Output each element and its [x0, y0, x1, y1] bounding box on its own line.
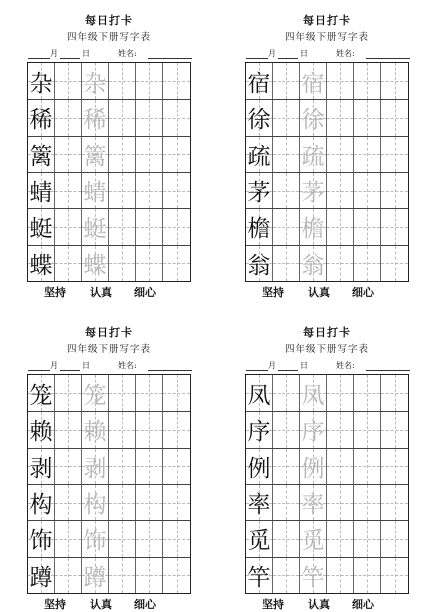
day-blank[interactable] — [60, 58, 80, 59]
name-blank[interactable] — [366, 370, 410, 371]
writing-cell[interactable] — [82, 63, 109, 99]
writing-cell[interactable] — [300, 63, 327, 99]
writing-cell[interactable] — [163, 246, 190, 281]
month-label: 月 — [50, 49, 58, 58]
writing-cell[interactable] — [109, 137, 136, 172]
date-name-line — [20, 360, 198, 372]
writing-cell[interactable] — [273, 63, 300, 99]
trace-character: 翁 — [301, 252, 325, 279]
writing-cell[interactable] — [246, 375, 273, 411]
model-character: 竿 — [247, 564, 271, 591]
trace-character: 剥 — [83, 455, 107, 482]
month-label: 月 — [50, 361, 58, 370]
grid-row — [28, 208, 190, 244]
trace-character: 凤 — [301, 382, 325, 409]
model-character: 杂 — [29, 70, 53, 97]
writing-cell[interactable] — [300, 100, 327, 135]
card-title: 每日打卡 — [303, 14, 351, 27]
writing-cell[interactable] — [381, 521, 408, 556]
writing-cell[interactable] — [28, 209, 55, 244]
writing-cell[interactable] — [354, 63, 381, 99]
grid-row — [28, 375, 190, 411]
month-blank[interactable] — [246, 58, 268, 59]
day-blank[interactable] — [278, 58, 298, 59]
writing-cell[interactable] — [273, 137, 300, 172]
model-character: 蜓 — [29, 216, 53, 243]
card-title: 每日打卡 — [85, 326, 133, 339]
model-character: 疏 — [247, 143, 271, 170]
model-character: 翁 — [247, 252, 271, 279]
practice-card — [238, 12, 416, 299]
writing-cell[interactable] — [82, 485, 109, 520]
grid-row — [246, 375, 408, 411]
motto-word: 坚持 — [262, 598, 284, 611]
grid-row — [28, 557, 190, 593]
model-character: 蝶 — [29, 252, 53, 279]
name-blank[interactable] — [148, 370, 192, 371]
writing-cell[interactable] — [82, 375, 109, 411]
writing-cell[interactable] — [354, 246, 381, 281]
trace-character: 构 — [83, 492, 107, 519]
trace-character: 率 — [301, 492, 325, 519]
model-character: 篱 — [29, 143, 53, 170]
motto-word: 认真 — [308, 598, 330, 611]
grid-row — [28, 520, 190, 556]
writing-cell[interactable] — [273, 375, 300, 411]
writing-cell[interactable] — [273, 209, 300, 244]
model-character: 茅 — [247, 180, 271, 207]
trace-character: 杂 — [83, 70, 107, 97]
writing-cell[interactable] — [381, 246, 408, 281]
practice-card — [20, 324, 198, 611]
writing-cell[interactable] — [109, 100, 136, 135]
writing-cell[interactable] — [163, 558, 190, 593]
writing-cell[interactable] — [55, 521, 82, 556]
writing-cell[interactable] — [82, 558, 109, 593]
model-character: 序 — [247, 419, 271, 446]
month-blank[interactable] — [28, 370, 50, 371]
writing-cell[interactable] — [246, 173, 273, 208]
date-name-line — [238, 48, 416, 60]
trace-character: 例 — [301, 455, 325, 482]
grid-row — [246, 411, 408, 447]
grid-row — [246, 520, 408, 556]
model-character: 构 — [29, 492, 53, 519]
writing-cell[interactable] — [163, 173, 190, 208]
writing-cell[interactable] — [300, 485, 327, 520]
writing-cell[interactable] — [55, 246, 82, 281]
writing-cell[interactable] — [246, 485, 273, 520]
writing-cell[interactable] — [327, 209, 354, 244]
name-label: 姓名: — [336, 361, 355, 370]
trace-character: 蝶 — [83, 252, 107, 279]
motto-word: 细心 — [352, 598, 374, 611]
writing-cell[interactable] — [381, 100, 408, 135]
grid-row — [246, 208, 408, 244]
writing-cell[interactable] — [163, 485, 190, 520]
grid-row — [28, 136, 190, 172]
writing-cell[interactable] — [136, 449, 163, 484]
writing-cell[interactable] — [327, 246, 354, 281]
writing-cell[interactable] — [28, 246, 55, 281]
motto-word: 细心 — [134, 598, 156, 611]
writing-cell[interactable] — [163, 137, 190, 172]
writing-cell[interactable] — [327, 173, 354, 208]
writing-cell[interactable] — [55, 100, 82, 135]
model-character: 檐 — [247, 216, 271, 243]
writing-cell[interactable] — [327, 449, 354, 484]
writing-cell[interactable] — [381, 485, 408, 520]
practice-card — [238, 324, 416, 611]
grid-row — [28, 63, 190, 99]
writing-cell[interactable] — [163, 63, 190, 99]
writing-cell[interactable] — [82, 246, 109, 281]
writing-cell[interactable] — [28, 63, 55, 99]
writing-cell[interactable] — [82, 209, 109, 244]
writing-cell[interactable] — [55, 63, 82, 99]
model-character: 稀 — [29, 107, 53, 134]
day-blank[interactable] — [60, 370, 80, 371]
writing-cell[interactable] — [300, 137, 327, 172]
writing-cell[interactable] — [136, 558, 163, 593]
trace-character: 蜓 — [83, 216, 107, 243]
writing-cell[interactable] — [28, 412, 55, 447]
model-character: 饰 — [29, 528, 53, 555]
writing-cell[interactable] — [300, 558, 327, 593]
trace-character: 疏 — [301, 143, 325, 170]
writing-cell[interactable] — [273, 485, 300, 520]
writing-cell[interactable] — [381, 209, 408, 244]
writing-cell[interactable] — [136, 375, 163, 411]
writing-cell[interactable] — [327, 137, 354, 172]
tian-grid — [27, 62, 191, 282]
writing-cell[interactable] — [55, 209, 82, 244]
writing-cell[interactable] — [327, 558, 354, 593]
date-name-line — [238, 360, 416, 372]
name-blank[interactable] — [148, 58, 192, 59]
writing-cell[interactable] — [354, 173, 381, 208]
trace-character: 饰 — [83, 528, 107, 555]
writing-cell[interactable] — [300, 521, 327, 556]
writing-cell[interactable] — [136, 521, 163, 556]
writing-cell[interactable] — [136, 137, 163, 172]
writing-cell[interactable] — [109, 209, 136, 244]
model-character: 例 — [247, 455, 271, 482]
writing-cell[interactable] — [55, 375, 82, 411]
practice-card — [20, 12, 198, 299]
writing-cell[interactable] — [109, 521, 136, 556]
day-label: 日 — [82, 49, 90, 58]
name-label: 姓名: — [118, 361, 137, 370]
writing-cell[interactable] — [273, 100, 300, 135]
writing-cell[interactable] — [55, 173, 82, 208]
day-blank[interactable] — [278, 370, 298, 371]
writing-cell[interactable] — [381, 412, 408, 447]
writing-cell[interactable] — [28, 375, 55, 411]
month-label: 月 — [268, 49, 276, 58]
writing-cell[interactable] — [246, 209, 273, 244]
trace-character: 竿 — [301, 564, 325, 591]
card-title: 每日打卡 — [303, 326, 351, 339]
writing-cell[interactable] — [354, 375, 381, 411]
writing-cell[interactable] — [327, 100, 354, 135]
writing-cell[interactable] — [109, 485, 136, 520]
grid-row — [28, 411, 190, 447]
grid-row — [246, 245, 408, 281]
name-label: 姓名: — [118, 49, 137, 58]
trace-character: 序 — [301, 419, 325, 446]
trace-character: 笼 — [83, 382, 107, 409]
writing-cell[interactable] — [82, 521, 109, 556]
writing-cell[interactable] — [109, 375, 136, 411]
grid-row — [28, 448, 190, 484]
writing-cell[interactable] — [246, 246, 273, 281]
writing-cell[interactable] — [354, 449, 381, 484]
writing-cell[interactable] — [55, 449, 82, 484]
writing-cell[interactable] — [163, 449, 190, 484]
name-label: 姓名: — [336, 49, 355, 58]
grid-row — [246, 63, 408, 99]
writing-cell[interactable] — [327, 485, 354, 520]
writing-cell[interactable] — [273, 558, 300, 593]
trace-character: 蹲 — [83, 564, 107, 591]
grid-row — [246, 99, 408, 135]
trace-character: 稀 — [83, 107, 107, 134]
writing-cell[interactable] — [28, 137, 55, 172]
writing-cell[interactable] — [136, 63, 163, 99]
writing-cell[interactable] — [381, 558, 408, 593]
writing-cell[interactable] — [354, 485, 381, 520]
motto-word: 坚持 — [44, 598, 66, 611]
model-character: 剥 — [29, 455, 53, 482]
trace-character: 赖 — [83, 419, 107, 446]
model-character: 徐 — [247, 107, 271, 134]
writing-cell[interactable] — [246, 558, 273, 593]
grid-row — [246, 484, 408, 520]
writing-cell[interactable] — [327, 521, 354, 556]
model-character: 凤 — [247, 382, 271, 409]
writing-cell[interactable] — [55, 412, 82, 447]
writing-cell[interactable] — [55, 485, 82, 520]
writing-cell[interactable] — [273, 521, 300, 556]
writing-cell[interactable] — [109, 173, 136, 208]
tian-grid — [245, 62, 409, 282]
name-blank[interactable] — [366, 58, 410, 59]
writing-cell[interactable] — [327, 375, 354, 411]
writing-cell[interactable] — [55, 558, 82, 593]
writing-cell[interactable] — [246, 449, 273, 484]
writing-cell[interactable] — [354, 137, 381, 172]
writing-cell[interactable] — [246, 521, 273, 556]
writing-cell[interactable] — [109, 558, 136, 593]
day-label: 日 — [300, 361, 308, 370]
writing-cell[interactable] — [136, 485, 163, 520]
motto-word: 认真 — [308, 286, 330, 299]
model-character: 觅 — [247, 528, 271, 555]
writing-cell[interactable] — [246, 63, 273, 99]
day-label: 日 — [300, 49, 308, 58]
grid-row — [28, 172, 190, 208]
writing-cell[interactable] — [381, 137, 408, 172]
writing-cell[interactable] — [136, 100, 163, 135]
writing-cell[interactable] — [354, 100, 381, 135]
grid-row — [246, 448, 408, 484]
writing-cell[interactable] — [163, 521, 190, 556]
motto-word: 坚持 — [262, 286, 284, 299]
writing-cell[interactable] — [327, 412, 354, 447]
writing-cell[interactable] — [82, 137, 109, 172]
motto-footer — [20, 596, 198, 610]
writing-cell[interactable] — [163, 100, 190, 135]
writing-cell[interactable] — [354, 558, 381, 593]
writing-cell[interactable] — [300, 246, 327, 281]
writing-cell[interactable] — [109, 412, 136, 447]
writing-cell[interactable] — [82, 449, 109, 484]
tian-grid — [27, 374, 191, 594]
writing-cell[interactable] — [300, 375, 327, 411]
model-character: 笼 — [29, 382, 53, 409]
motto-word: 认真 — [90, 598, 112, 611]
writing-cell[interactable] — [246, 412, 273, 447]
month-blank[interactable] — [28, 58, 50, 59]
writing-cell[interactable] — [273, 449, 300, 484]
writing-cell[interactable] — [300, 449, 327, 484]
grid-row — [246, 557, 408, 593]
writing-cell[interactable] — [28, 449, 55, 484]
model-character: 率 — [247, 492, 271, 519]
writing-cell[interactable] — [354, 412, 381, 447]
writing-cell[interactable] — [28, 558, 55, 593]
grid-row — [246, 172, 408, 208]
writing-cell[interactable] — [273, 173, 300, 208]
writing-cell[interactable] — [381, 375, 408, 411]
grid-row — [28, 484, 190, 520]
writing-cell[interactable] — [163, 209, 190, 244]
writing-cell[interactable] — [55, 137, 82, 172]
motto-word: 细心 — [352, 286, 374, 299]
writing-cell[interactable] — [136, 209, 163, 244]
writing-cell[interactable] — [82, 173, 109, 208]
writing-cell[interactable] — [136, 246, 163, 281]
motto-footer — [20, 284, 198, 298]
writing-cell[interactable] — [300, 209, 327, 244]
writing-cell[interactable] — [28, 173, 55, 208]
model-character: 赖 — [29, 419, 53, 446]
trace-character: 蜻 — [83, 180, 107, 207]
writing-cell[interactable] — [82, 100, 109, 135]
model-character: 蜻 — [29, 180, 53, 207]
writing-cell[interactable] — [109, 246, 136, 281]
grid-row — [246, 136, 408, 172]
card-subtitle: 四年级下册写字表 — [284, 344, 369, 355]
writing-cell[interactable] — [136, 173, 163, 208]
model-character: 宿 — [247, 70, 271, 97]
writing-cell[interactable] — [28, 100, 55, 135]
writing-cell[interactable] — [82, 412, 109, 447]
writing-cell[interactable] — [327, 63, 354, 99]
trace-character: 檐 — [301, 216, 325, 243]
writing-cell[interactable] — [300, 412, 327, 447]
trace-character: 篱 — [83, 143, 107, 170]
card-subtitle: 四年级下册写字表 — [66, 344, 151, 355]
writing-cell[interactable] — [381, 63, 408, 99]
writing-cell[interactable] — [28, 485, 55, 520]
month-label: 月 — [268, 361, 276, 370]
card-subtitle: 四年级下册写字表 — [284, 32, 369, 43]
writing-cell[interactable] — [381, 449, 408, 484]
writing-cell[interactable] — [163, 375, 190, 411]
grid-row — [28, 99, 190, 135]
writing-cell[interactable] — [246, 100, 273, 135]
motto-footer — [238, 596, 416, 610]
day-label: 日 — [82, 361, 90, 370]
trace-character: 觅 — [301, 528, 325, 555]
writing-cell[interactable] — [300, 173, 327, 208]
writing-cell[interactable] — [28, 521, 55, 556]
model-character: 蹲 — [29, 564, 53, 591]
writing-cell[interactable] — [109, 63, 136, 99]
writing-cell[interactable] — [354, 209, 381, 244]
writing-cell[interactable] — [381, 173, 408, 208]
motto-footer — [238, 284, 416, 298]
motto-word: 细心 — [134, 286, 156, 299]
date-name-line — [20, 48, 198, 60]
grid-row — [28, 245, 190, 281]
motto-word: 认真 — [90, 286, 112, 299]
writing-cell[interactable] — [163, 412, 190, 447]
card-subtitle: 四年级下册写字表 — [66, 32, 151, 43]
card-title: 每日打卡 — [85, 14, 133, 27]
writing-cell[interactable] — [354, 521, 381, 556]
month-blank[interactable] — [246, 370, 268, 371]
trace-character: 徐 — [301, 107, 325, 134]
motto-word: 坚持 — [44, 286, 66, 299]
writing-cell[interactable] — [273, 246, 300, 281]
tian-grid — [245, 374, 409, 594]
writing-cell[interactable] — [109, 449, 136, 484]
trace-character: 宿 — [301, 70, 325, 97]
writing-cell[interactable] — [136, 412, 163, 447]
trace-character: 茅 — [301, 180, 325, 207]
writing-cell[interactable] — [273, 412, 300, 447]
writing-cell[interactable] — [246, 137, 273, 172]
